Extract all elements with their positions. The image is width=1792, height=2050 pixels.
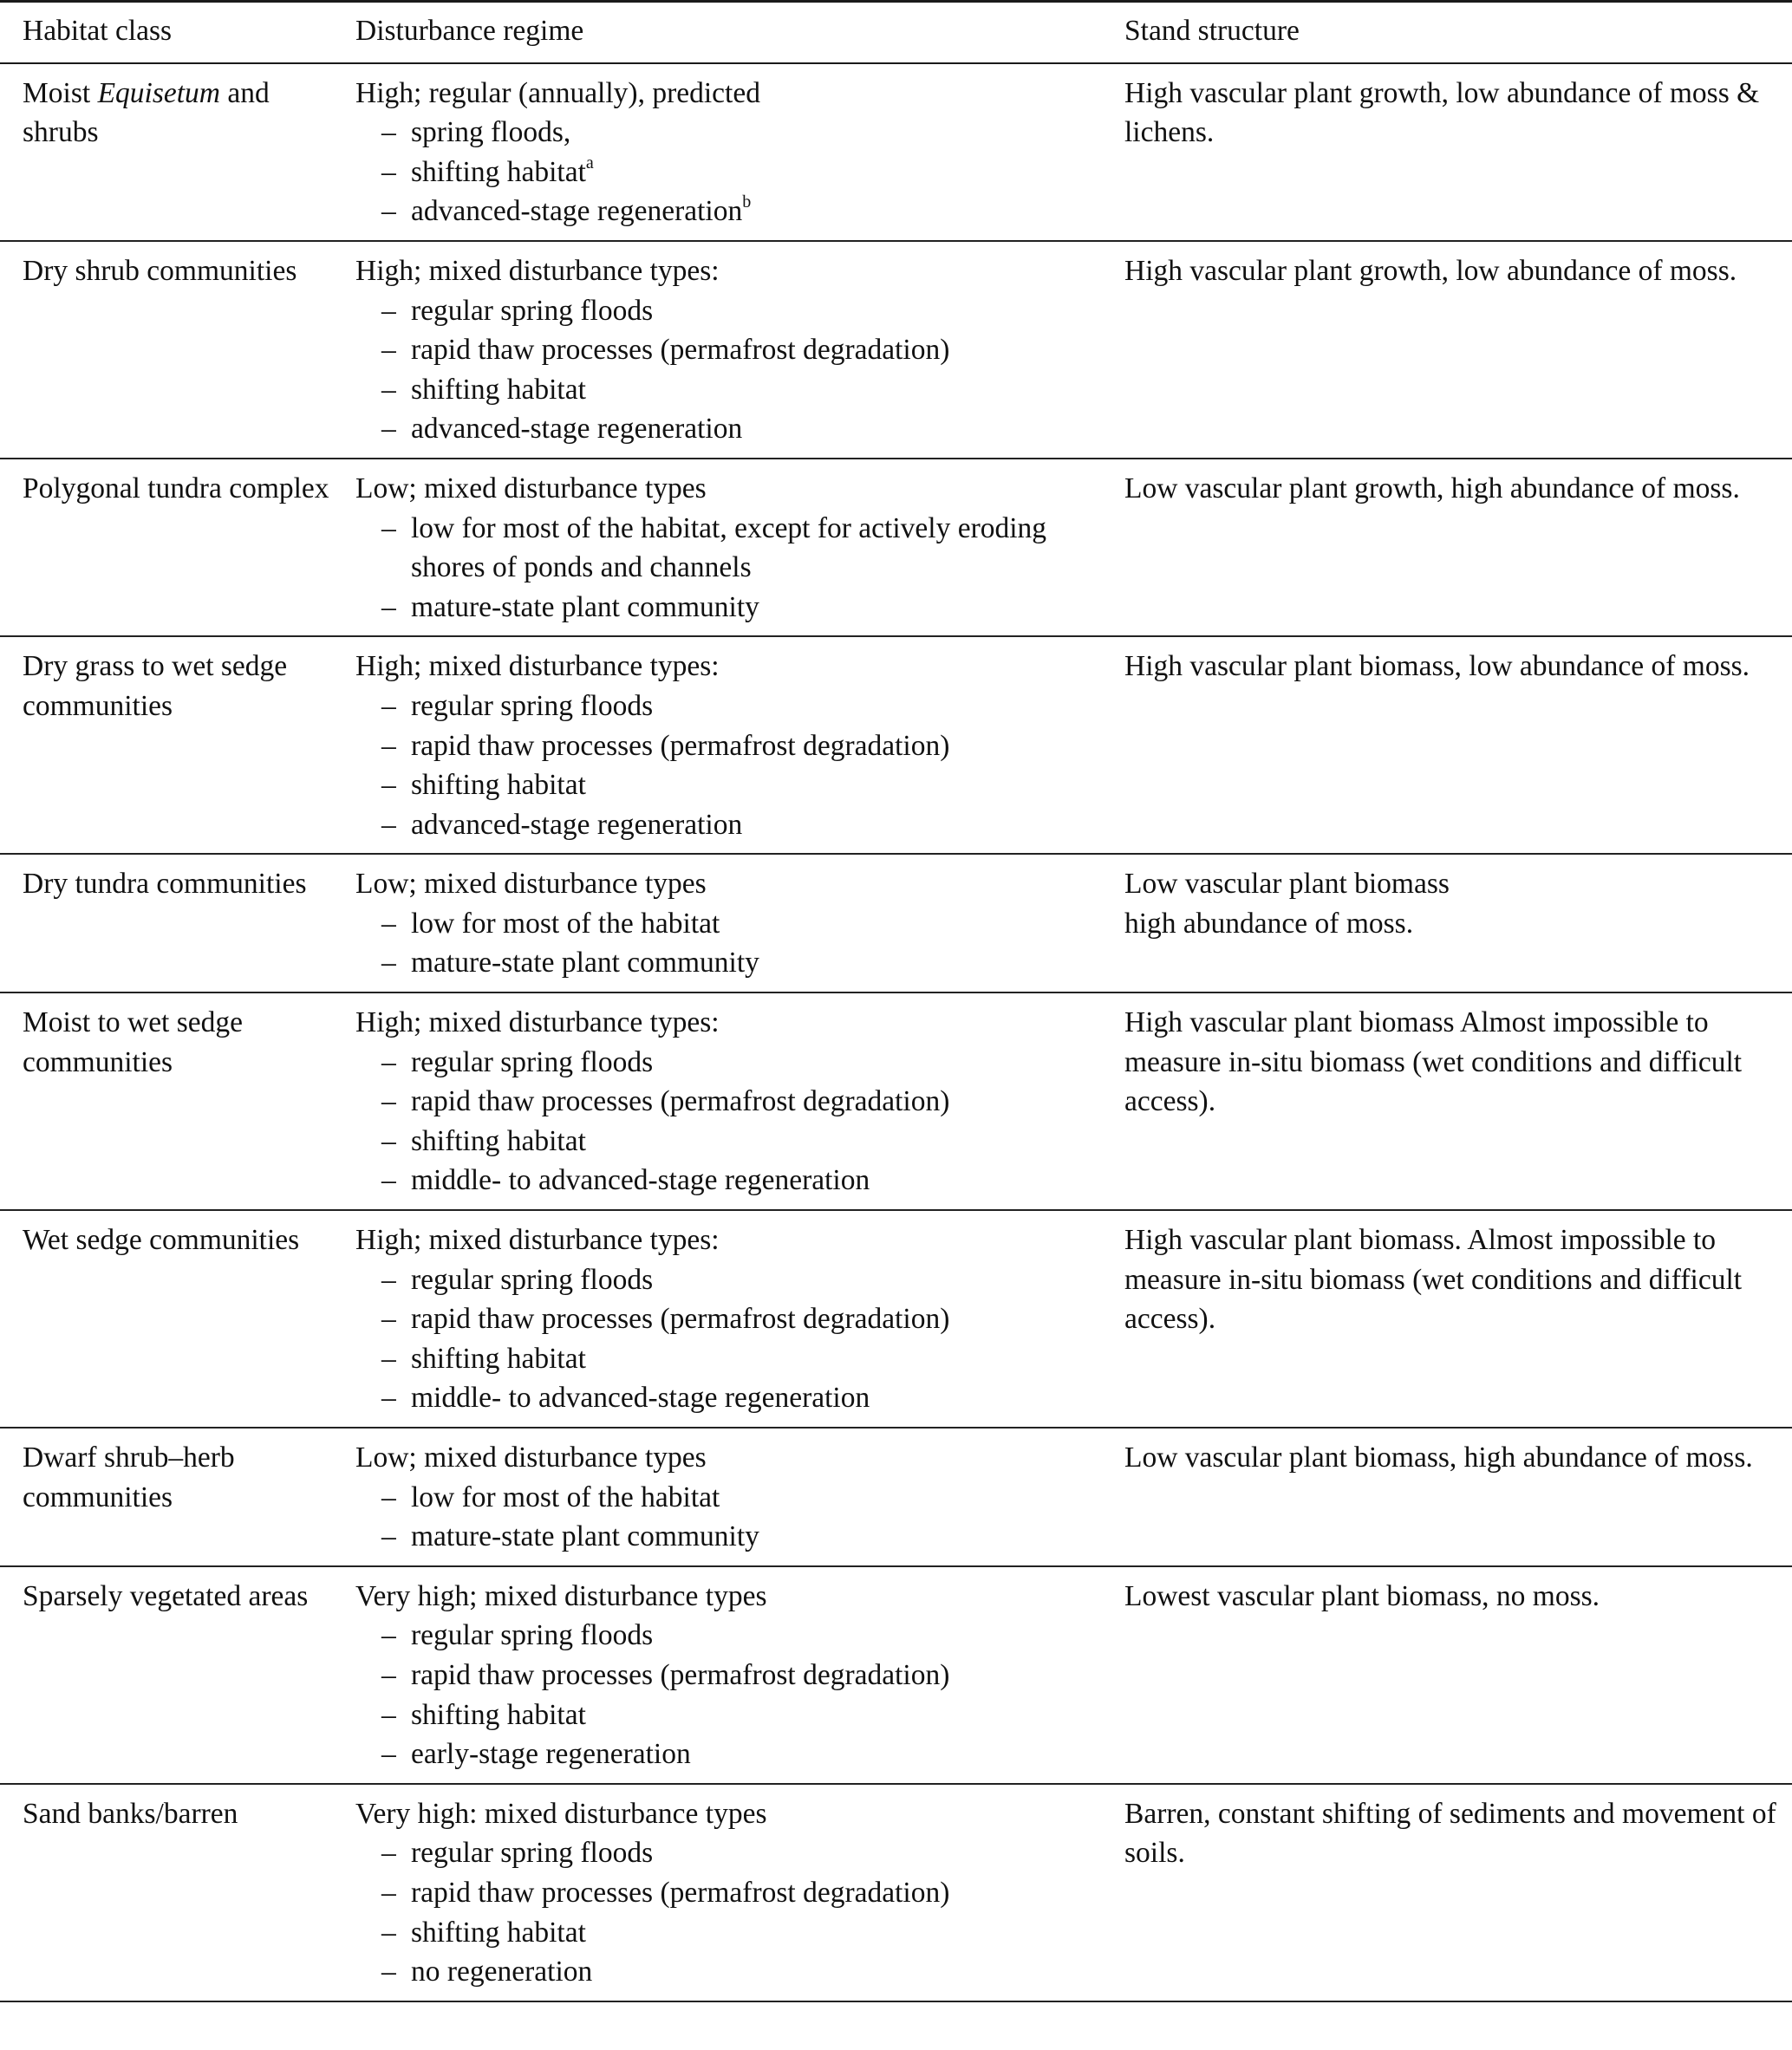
dash-bullet-icon: – xyxy=(381,1956,396,1988)
disturbance-regime-cell xyxy=(355,1428,1124,1566)
dash-bullet-icon: – xyxy=(381,1619,396,1652)
habitat-text: Sparsely vegetated areas xyxy=(23,1579,309,1612)
disturbance-item-text: regular spring floods xyxy=(411,1837,654,1870)
habitat-class-cell xyxy=(0,459,355,636)
disturbance-item-text: shifting habitat xyxy=(411,1342,586,1375)
table-body xyxy=(0,63,1792,2001)
disturbance-item xyxy=(355,1517,1124,1557)
disturbance-item-text: regular spring floods xyxy=(411,1263,654,1296)
disturbance-item-text: low for most of the habitat xyxy=(411,907,720,940)
dash-bullet-icon: – xyxy=(381,1520,396,1553)
dash-bullet-icon: – xyxy=(381,1085,396,1118)
stand-structure-cell xyxy=(1124,1428,1792,1566)
disturbance-item xyxy=(355,805,1124,845)
stand-structure-text: High vascular plant growth, low abundance of moss. xyxy=(1124,254,1737,287)
disturbance-item-text: regular spring floods xyxy=(411,294,654,327)
disturbance-item xyxy=(355,1952,1124,1992)
disturbance-item xyxy=(355,588,1124,628)
table-row xyxy=(0,854,1792,992)
disturbance-item xyxy=(355,1873,1124,1913)
stand-structure-text: High vascular plant biomass, low abundance of moss. xyxy=(1124,650,1750,683)
disturbance-item-text: mature-state plant community xyxy=(411,947,759,979)
stand-structure-text: High vascular plant biomass Almost impossible to measure in-situ biomass (wet conditions and difficult access). xyxy=(1124,1006,1743,1118)
habitat-text-suffix: and shrubs xyxy=(23,76,270,149)
stand-structure-cell xyxy=(1124,992,1792,1210)
dash-bullet-icon: – xyxy=(381,689,396,722)
disturbance-item xyxy=(355,1695,1124,1735)
disturbance-item-text: early-stage regeneration xyxy=(411,1738,691,1771)
dash-bullet-icon: – xyxy=(381,808,396,841)
disturbance-item-text: shifting habitat xyxy=(411,1124,586,1157)
habitat-class-name xyxy=(23,1220,352,1260)
disturbance-item xyxy=(355,1656,1124,1695)
habitat-class-name xyxy=(23,1577,352,1617)
disturbance-item-text: rapid thaw processes (permafrost degradation) xyxy=(411,1303,950,1336)
dash-bullet-icon: – xyxy=(381,1045,396,1078)
disturbance-item xyxy=(355,1122,1124,1162)
disturbance-item-text: low for most of the habitat xyxy=(411,1481,720,1513)
dash-bullet-icon: – xyxy=(381,155,396,188)
stand-structure-text: High vascular plant biomass. Almost impossible to measure in-situ biomass (wet conditions and difficult access). xyxy=(1124,1224,1743,1336)
footnote-marker: a xyxy=(585,153,594,172)
disturbance-level: Low; mixed disturbance types xyxy=(355,868,707,901)
disturbance-item-text: mature-state plant community xyxy=(411,1520,759,1553)
table-row xyxy=(0,1566,1792,1784)
table-row xyxy=(0,241,1792,459)
stand-structure-cell xyxy=(1124,1784,1792,2001)
dash-bullet-icon: – xyxy=(381,1698,396,1731)
dash-bullet-icon: – xyxy=(381,769,396,802)
disturbance-level: Very high: mixed disturbance types xyxy=(355,1797,767,1830)
habitat-class-cell xyxy=(0,1210,355,1428)
disturbance-item xyxy=(355,1299,1124,1339)
disturbance-level: High; mixed disturbance types: xyxy=(355,1224,720,1257)
habitat-class-name xyxy=(23,864,352,904)
dash-bullet-icon: – xyxy=(381,1263,396,1296)
habitat-text: Dwarf shrub–herb communities xyxy=(23,1442,235,1513)
dash-bullet-icon: – xyxy=(381,334,396,367)
disturbance-item-text: shifting habitat xyxy=(411,1916,586,1949)
dash-bullet-icon: – xyxy=(381,1738,396,1771)
disturbance-item xyxy=(355,509,1124,588)
disturbance-item xyxy=(355,1082,1124,1122)
disturbance-item xyxy=(355,1378,1124,1418)
table-row xyxy=(0,63,1792,241)
stand-structure-text: Barren, constant shifting of sediments and movement of soils. xyxy=(1124,1797,1776,1870)
habitat-class-cell xyxy=(0,63,355,241)
disturbance-item-text: rapid thaw processes (permafrost degradation) xyxy=(411,1876,950,1909)
table-row xyxy=(0,992,1792,1210)
disturbance-item xyxy=(355,1339,1124,1379)
dash-bullet-icon: – xyxy=(381,413,396,446)
habitat-text: Moist xyxy=(23,76,98,109)
disturbance-item-text: rapid thaw processes (permafrost degradation) xyxy=(411,1085,950,1118)
habitat-class-cell xyxy=(0,1784,355,2001)
disturbance-item xyxy=(355,1478,1124,1518)
disturbance-item xyxy=(355,153,1124,192)
disturbance-level: High; mixed disturbance types: xyxy=(355,1006,720,1039)
stand-structure-cell xyxy=(1124,636,1792,854)
disturbance-item xyxy=(355,765,1124,805)
table-row xyxy=(0,1784,1792,2001)
dash-bullet-icon: – xyxy=(381,1342,396,1375)
disturbance-item-text: advanced-stage regeneration xyxy=(411,413,743,446)
disturbance-item xyxy=(355,291,1124,331)
disturbance-item-text: rapid thaw processes (permafrost degradation) xyxy=(411,1658,950,1691)
disturbance-level: High; mixed disturbance types: xyxy=(355,254,720,287)
habitat-class-cell xyxy=(0,992,355,1210)
dash-bullet-icon: – xyxy=(381,1303,396,1336)
disturbance-item-text: no regeneration xyxy=(411,1956,593,1988)
disturbance-item xyxy=(355,1260,1124,1300)
dash-bullet-icon: – xyxy=(381,511,396,544)
disturbance-regime-cell xyxy=(355,241,1124,459)
disturbance-item xyxy=(355,1913,1124,1953)
disturbance-item-text: advanced-stage regeneration xyxy=(411,808,743,841)
disturbance-item xyxy=(355,1734,1124,1774)
disturbance-item-text: regular spring floods xyxy=(411,689,654,722)
stand-structure-text: Lowest vascular plant biomass, no moss. xyxy=(1124,1579,1600,1612)
dash-bullet-icon: – xyxy=(381,1481,396,1513)
habitat-class-cell xyxy=(0,1566,355,1784)
dash-bullet-icon: – xyxy=(381,1658,396,1691)
table-row xyxy=(0,636,1792,854)
disturbance-item-text: mature-state plant community xyxy=(411,590,759,623)
habitat-class-cell xyxy=(0,1428,355,1566)
habitat-class-name xyxy=(23,1438,352,1517)
disturbance-item-text: shifting habitat xyxy=(411,769,586,802)
disturbance-item xyxy=(355,726,1124,766)
footnote-marker: b xyxy=(742,192,752,212)
dash-bullet-icon: – xyxy=(381,1916,396,1949)
dash-bullet-icon: – xyxy=(381,1124,396,1157)
disturbance-item-text: regular spring floods xyxy=(411,1619,654,1652)
habitat-class-cell xyxy=(0,241,355,459)
disturbance-item xyxy=(355,1833,1124,1873)
stand-structure-text: Low vascular plant growth, high abundance of moss. xyxy=(1124,472,1740,504)
disturbance-regime-cell xyxy=(355,63,1124,241)
dash-bullet-icon: – xyxy=(381,1382,396,1415)
disturbance-item-text: middle- to advanced-stage regeneration xyxy=(411,1164,870,1197)
disturbance-regime-cell xyxy=(355,992,1124,1210)
disturbance-item-text: middle- to advanced-stage regeneration xyxy=(411,1382,870,1415)
table-row xyxy=(0,459,1792,636)
disturbance-item xyxy=(355,409,1124,449)
disturbance-regime-cell xyxy=(355,854,1124,992)
stand-structure-line: Low vascular plant biomass xyxy=(1124,868,1450,901)
dash-bullet-icon: – xyxy=(381,1837,396,1870)
stand-structure-line: high abundance of moss. xyxy=(1124,907,1414,940)
disturbance-item-text: spring floods, xyxy=(411,116,571,149)
dash-bullet-icon: – xyxy=(381,294,396,327)
disturbance-regime-cell xyxy=(355,1784,1124,2001)
dash-bullet-icon: – xyxy=(381,947,396,979)
disturbance-item-text: advanced-stage regeneration xyxy=(411,195,743,228)
habitat-text: Moist to wet sedge communities xyxy=(23,1006,244,1078)
stand-structure-text: High vascular plant growth, low abundance of moss & lichens. xyxy=(1124,76,1760,149)
habitat-class-cell xyxy=(0,636,355,854)
table-header-row xyxy=(0,2,1792,63)
disturbance-item xyxy=(355,192,1124,231)
disturbance-item xyxy=(355,370,1124,410)
disturbance-item-text: shifting habitat xyxy=(411,155,586,188)
stand-structure-cell xyxy=(1124,1566,1792,1784)
habitat-text: Dry shrub communities xyxy=(23,254,297,287)
habitat-class-name xyxy=(23,647,352,726)
disturbance-item-text: shifting habitat xyxy=(411,373,586,406)
dash-bullet-icon: – xyxy=(381,195,396,228)
stand-structure-cell xyxy=(1124,63,1792,241)
header-habitat-class: Habitat class xyxy=(23,15,173,47)
disturbance-item-text: rapid thaw processes (permafrost degradation) xyxy=(411,334,950,367)
habitat-class-name xyxy=(23,1794,352,1834)
disturbance-item-text: low for most of the habitat, except for actively eroding shores of ponds and channels xyxy=(411,511,1047,584)
disturbance-item xyxy=(355,687,1124,726)
habitat-class-cell xyxy=(0,854,355,992)
disturbance-item-text: shifting habitat xyxy=(411,1698,586,1731)
stand-structure-cell xyxy=(1124,854,1792,992)
disturbance-regime-cell xyxy=(355,1210,1124,1428)
dash-bullet-icon: – xyxy=(381,729,396,762)
disturbance-level: High; regular (annually), predicted xyxy=(355,76,760,109)
dash-bullet-icon: – xyxy=(381,1164,396,1197)
habitat-text: Dry grass to wet sedge communities xyxy=(23,650,288,722)
header-stand-structure: Stand structure xyxy=(1124,15,1300,47)
header-disturbance-regime: Disturbance regime xyxy=(355,15,584,47)
disturbance-item xyxy=(355,943,1124,983)
disturbance-regime-cell xyxy=(355,636,1124,854)
table-row xyxy=(0,1210,1792,1428)
disturbance-item xyxy=(355,113,1124,153)
dash-bullet-icon: – xyxy=(381,373,396,406)
disturbance-level: High; mixed disturbance types: xyxy=(355,650,720,683)
disturbance-level: Low; mixed disturbance types xyxy=(355,1442,707,1474)
disturbance-item-text: rapid thaw processes (permafrost degradation) xyxy=(411,729,950,762)
stand-structure-cell xyxy=(1124,1210,1792,1428)
disturbance-regime-cell xyxy=(355,1566,1124,1784)
dash-bullet-icon: – xyxy=(381,1876,396,1909)
disturbance-item-text: regular spring floods xyxy=(411,1045,654,1078)
disturbance-regime-cell xyxy=(355,459,1124,636)
dash-bullet-icon: – xyxy=(381,116,396,149)
disturbance-item xyxy=(355,904,1124,944)
stand-structure-cell xyxy=(1124,241,1792,459)
disturbance-level: Low; mixed disturbance types xyxy=(355,472,707,504)
habitat-text: Wet sedge communities xyxy=(23,1224,300,1257)
habitat-class-name xyxy=(23,1003,352,1082)
habitat-class-name xyxy=(23,74,352,153)
habitat-class-name xyxy=(23,469,352,509)
habitat-text: Polygonal tundra complex xyxy=(23,472,329,504)
dash-bullet-icon: – xyxy=(381,590,396,623)
dash-bullet-icon: – xyxy=(381,907,396,940)
disturbance-item xyxy=(355,1616,1124,1656)
disturbance-item xyxy=(355,1043,1124,1083)
disturbance-item xyxy=(355,1161,1124,1201)
habitat-text: Sand banks/barren xyxy=(23,1797,238,1830)
disturbance-item xyxy=(355,330,1124,370)
habitat-taxon-italic: Equisetum xyxy=(97,76,221,109)
table-row xyxy=(0,1428,1792,1566)
habitat-class-name xyxy=(23,251,352,291)
habitat-text: Dry tundra communities xyxy=(23,868,307,901)
disturbance-level: Very high; mixed disturbance types xyxy=(355,1579,767,1612)
stand-structure-cell xyxy=(1124,459,1792,636)
stand-structure-text: Low vascular plant biomass, high abundance of moss. xyxy=(1124,1442,1753,1474)
